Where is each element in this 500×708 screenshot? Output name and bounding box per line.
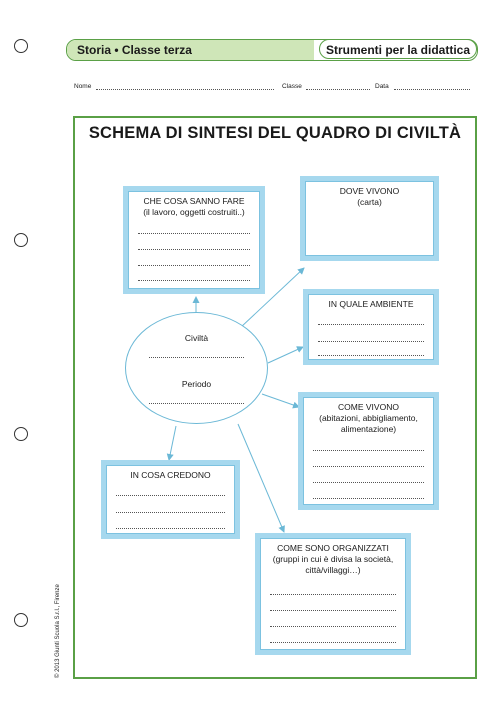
name-label: Nome: [74, 83, 92, 90]
box-ambiente: [303, 289, 439, 365]
worksheet-title: SCHEMA DI SINTESI DEL QUADRO DI CIVILTÀ: [88, 124, 462, 142]
box-title: COME SONO ORGANIZZATI: [277, 543, 389, 553]
box-subtitle: (gruppi in cui è divisa la società,: [272, 554, 394, 564]
box-credono: [101, 460, 240, 539]
write-line[interactable]: [318, 355, 424, 356]
periodo-write-line[interactable]: [149, 403, 244, 404]
section-label: Strumenti per la didattica: [319, 39, 477, 59]
write-line[interactable]: [116, 528, 225, 529]
box-dove-vivono: [300, 176, 439, 261]
copyright-note: © 2013 Giunti Scuola S.r.l., Firenze: [55, 584, 61, 678]
box-come-vivono: [298, 392, 439, 510]
box-title: CHE COSA SANNO FARE: [143, 196, 245, 206]
write-line[interactable]: [313, 466, 424, 467]
arrow-to-come-vivono: [262, 394, 299, 407]
write-line[interactable]: [138, 233, 250, 234]
arrow-to-organizzati: [238, 424, 284, 532]
periodo-label: Periodo: [181, 379, 212, 389]
subject-label: Storia • Classe terza: [67, 40, 314, 60]
write-line[interactable]: [270, 610, 396, 611]
write-line[interactable]: [318, 324, 424, 325]
write-line[interactable]: [318, 341, 424, 342]
box-organizzati: [255, 533, 411, 655]
write-line[interactable]: [138, 265, 250, 266]
write-line[interactable]: [270, 594, 396, 595]
box-subtitle: (il lavoro, oggetti costruiti..): [143, 207, 245, 217]
box-title: IN QUALE AMBIENTE: [328, 299, 414, 309]
civilta-write-line[interactable]: [149, 357, 244, 358]
box-subtitle: (abitazioni, abbigliamento,: [319, 413, 418, 423]
arrow-to-ambiente: [268, 347, 303, 363]
civilta-label: Civiltà: [184, 333, 209, 343]
write-line[interactable]: [138, 249, 250, 250]
write-line[interactable]: [116, 495, 225, 496]
write-line[interactable]: [138, 280, 250, 281]
civilization-center: [125, 312, 268, 424]
date-label: Data: [375, 83, 389, 90]
class-label: Classe: [282, 83, 302, 90]
box-title: COME VIVONO: [338, 402, 399, 412]
box-subtitle: (carta): [357, 197, 382, 207]
write-line[interactable]: [116, 512, 225, 513]
write-line[interactable]: [270, 626, 396, 627]
arrow-to-credono: [169, 426, 176, 460]
box-subtitle: città/villaggi…): [305, 565, 361, 575]
box-title: IN COSA CREDONO: [130, 470, 211, 480]
write-line[interactable]: [313, 450, 424, 451]
box-title: DOVE VIVONO: [339, 186, 400, 196]
write-line[interactable]: [313, 482, 424, 483]
box-subtitle: alimentazione): [340, 424, 397, 434]
write-line[interactable]: [270, 642, 396, 643]
box-sanno-fare: [123, 186, 265, 294]
write-line[interactable]: [313, 498, 424, 499]
